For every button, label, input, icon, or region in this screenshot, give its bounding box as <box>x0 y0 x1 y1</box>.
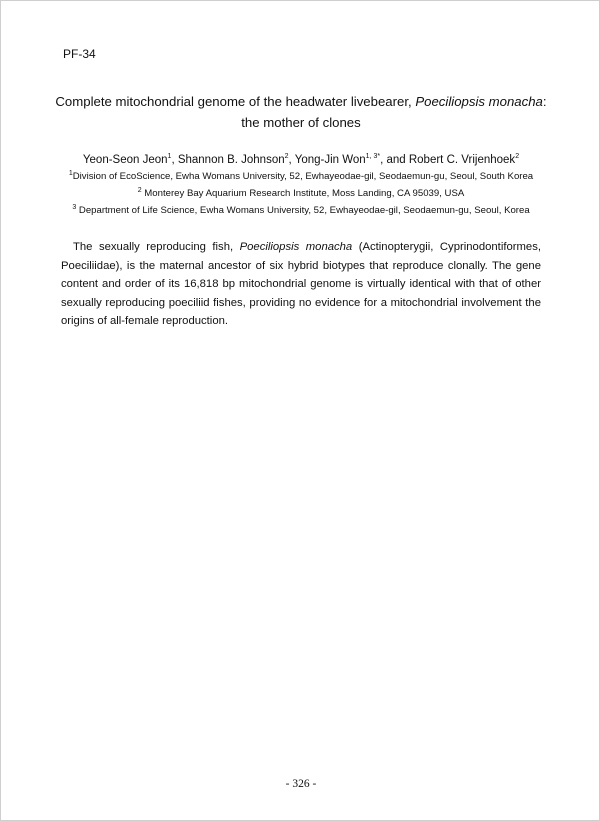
affiliation-text: Division of EcoScience, Ewha Womans University, 52, Ewhayeodae-gil, Seodaemun-gu, Seoul, South Korea <box>72 171 534 182</box>
affiliation <box>31 205 571 217</box>
author-separator: , <box>288 154 295 166</box>
title-species: Poeciliopsis monacha <box>415 94 543 109</box>
affiliation <box>31 188 571 200</box>
author-affiliation-mark: 1, 3* <box>365 153 381 161</box>
affiliation-text: Monterey Bay Aquarium Research Institute, Moss Landing, CA 95039, USA <box>141 188 465 199</box>
page-number: - 326 - <box>285 778 317 790</box>
affiliation <box>31 171 571 183</box>
title-line-1 <box>31 91 571 112</box>
affiliation-number: 3 <box>72 203 77 211</box>
author-affiliation-mark: 1 <box>167 153 172 161</box>
author-separator: , <box>171 154 178 166</box>
abstract-text: The sexually reproducing fish, <box>73 241 240 253</box>
title-line-2: the mother of clones <box>241 115 361 130</box>
affiliation-text: Department of Life Science, Ewha Womans University, 52, Ewhayeodae-gil, Seodaemun-gu, Seoul, Korea <box>76 205 530 216</box>
abstract-text: (Actinopterygii, Cyprinodontiformes, Poeciliidae), is the maternal ancestor of six hybrid biotypes that reproduce clonally. The gene content and order of its 16,818 bp mitochondrial genome is virtually identical with that of other sexually reproducing poeciliid fishes, providing no evidence for a mitochondrial involvement the origins of all-female reproduction. <box>61 241 541 327</box>
affiliation-number: 2 <box>137 186 142 194</box>
author-name: Robert C. Vrijenhoek <box>408 154 516 166</box>
author-affiliation-mark: 2 <box>515 153 520 161</box>
paper-title <box>31 91 571 133</box>
abstract-code: PF-34 <box>63 47 96 61</box>
author-name: Shannon B. Johnson <box>177 154 285 166</box>
affiliation-number: 1 <box>68 169 73 177</box>
author-separator: , and <box>380 154 409 166</box>
author-name: Yeon-Seon Jeon <box>82 154 168 166</box>
author-name: Yong-Jin Won <box>294 154 366 166</box>
title-text: Complete mitochondrial genome of the headwater livebearer, <box>55 94 416 109</box>
title-colon: : <box>542 94 547 109</box>
abstract-body <box>61 238 541 331</box>
abstract-species: Poeciliopsis monacha <box>239 241 353 253</box>
author-affiliation-mark: 2 <box>284 153 289 161</box>
author-list <box>31 153 571 167</box>
